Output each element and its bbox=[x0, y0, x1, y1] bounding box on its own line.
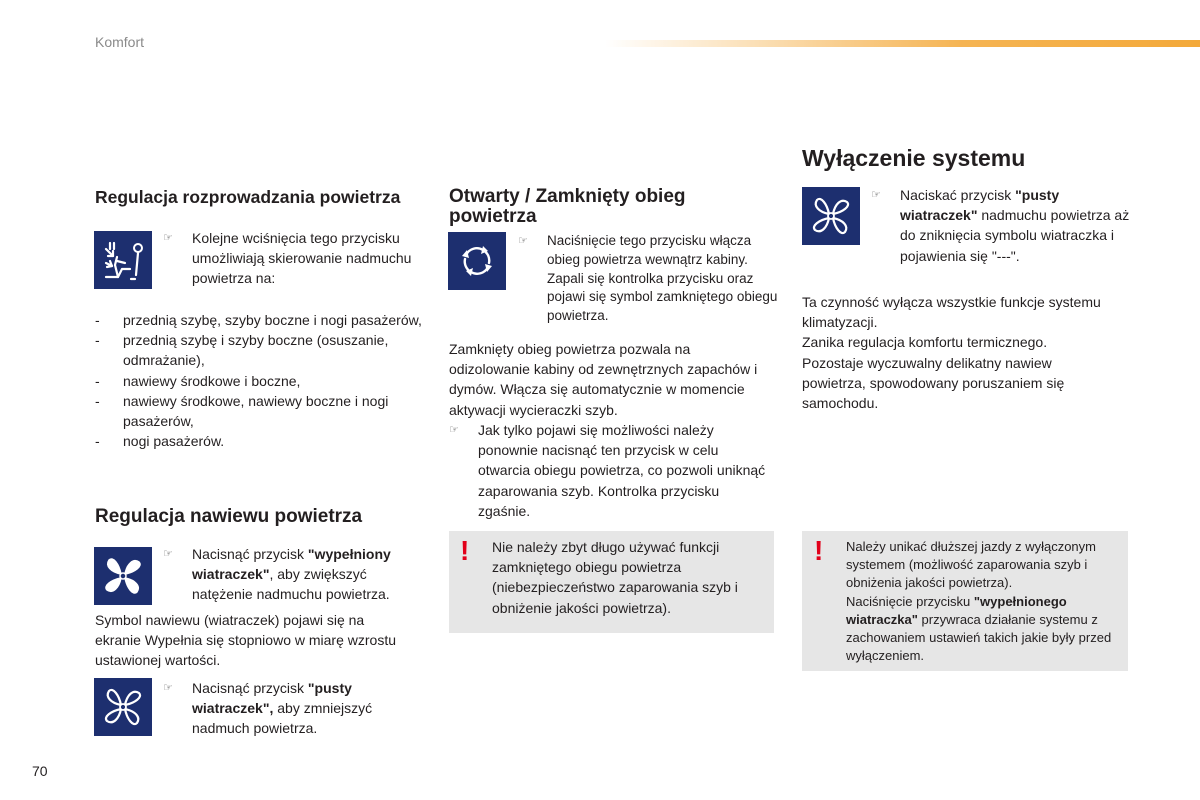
warning-text: Należy unikać dłuższej jazdy z wyłączonym systemem (możliwość zaparowania szyb i obniżenia jakości powietrza). Naciśnięcie przycisku "wypełnionego wiatraczka" przywraca działanie systemu z zachowaniem ustawień takich jakie były przed wyłączeniem. bbox=[846, 539, 1112, 664]
paragraph: Zanika regulacja komfortu termicznego. bbox=[802, 334, 1048, 351]
list-item: - nogi pasażerów. bbox=[95, 433, 225, 450]
system-off-bullet: ☞ Naciskać przycisk "pusty wiatraczek" nadmuchu powietrza aż do zniknięcia symbolu wiatraczka i pojawienia się "---". bbox=[871, 187, 1130, 264]
fan-empty-button-icon bbox=[94, 678, 152, 736]
system-off-paragraphs bbox=[802, 292, 1102, 413]
list-item: - nawiewy środkowe i boczne, bbox=[95, 372, 301, 389]
distribution-title: Regulacja rozprowadzania powietrza bbox=[95, 187, 401, 207]
hand-pointer-icon: ☞ bbox=[871, 188, 881, 201]
warning-icon: ! bbox=[814, 535, 824, 566]
fan-empty-button-icon bbox=[802, 187, 860, 245]
fan-filled-button-icon bbox=[94, 547, 152, 605]
list-item: - przednią szybę i szyby boczne (osuszanie, odmrażanie), bbox=[95, 332, 389, 369]
warning-text: Nie należy zbyt długo używać funkcji zamkniętego obiegu powietrza (niebezpieczeństwo zaparowania szyb i obniżenie jakości powietrza). bbox=[492, 539, 738, 616]
hand-pointer-icon: ☞ bbox=[163, 681, 173, 694]
paragraph: Pozostaje wyczuwalny delikatny nawiew powietrza, spowodowany poruszaniem się samochodu. bbox=[802, 354, 1065, 412]
system-off-title: Wyłączenie systemu bbox=[802, 145, 1026, 171]
paragraph: Ta czynność wyłącza wszystkie funkcje systemu klimatyzacji. bbox=[802, 294, 1101, 331]
airflow-paragraph: Symbol nawiewu (wiatraczek) pojawi się na ekranie Wypełnia się stopniowo w miarę wzrostu ustawionej wartości. bbox=[95, 612, 396, 669]
page-number: 70 bbox=[32, 763, 48, 779]
recirculation-button-icon bbox=[448, 232, 506, 290]
recirculation-bullet-2: ☞ Jak tylko pojawi się możliwości należy ponownie nacisnąć ten przycisk w celu otwarcia obiegu powietrza, co pozwoli uniknąć zaparowania szyb. Kontrolka przycisku zgaśnie. bbox=[449, 422, 766, 519]
list-item: - nawiewy środkowe, nawiewy boczne i nogi pasażerów, bbox=[95, 392, 389, 430]
hand-pointer-icon: ☞ bbox=[163, 547, 173, 560]
list-item: - przednią szybę, szyby boczne i nogi pasażerów, bbox=[95, 312, 422, 328]
air-distribution-button-icon bbox=[94, 231, 152, 289]
warning-icon: ! bbox=[460, 535, 470, 566]
airflow-title: Regulacja nawiewu powietrza bbox=[95, 506, 363, 527]
hand-pointer-icon: ☞ bbox=[518, 234, 528, 247]
recirculation-paragraph: Zamknięty obieg powietrza pozwala na odizolowanie kabiny od zewnętrznych zapachów i dymów. Włącza się automatycznie w momencie aktywacji wycieraczki szyb. bbox=[449, 341, 758, 418]
distribution-list bbox=[95, 310, 425, 451]
hand-pointer-icon: ☞ bbox=[163, 231, 173, 244]
distribution-bullet: ☞ Kolejne wciśnięcia tego przycisku umożliwiają skierowanie nadmuchu powietrza na: bbox=[163, 230, 412, 287]
hand-pointer-icon: ☞ bbox=[449, 423, 459, 436]
section-label: Komfort bbox=[95, 34, 145, 50]
recirculation-bullet: ☞ Naciśnięcie tego przycisku włącza obieg powietrza wewnątrz kabiny. Zapali się kontrolka przycisku oraz pojawi się symbol zamkniętego obiegu powietrza. bbox=[518, 233, 778, 324]
recirculation-title: Otwarty / Zamknięty obieg powietrza bbox=[449, 186, 686, 227]
header-accent-bar bbox=[605, 40, 1200, 47]
airflow-decrease-bullet: ☞ Nacisnąć przycisk "pusty wiatraczek", aby zmniejszyć nadmuch powietrza. bbox=[163, 680, 373, 737]
airflow-increase-bullet: ☞ Nacisnąć przycisk "wypełniony wiatraczek", aby zwiększyć natężenie nadmuchu powietrza. bbox=[163, 546, 391, 603]
